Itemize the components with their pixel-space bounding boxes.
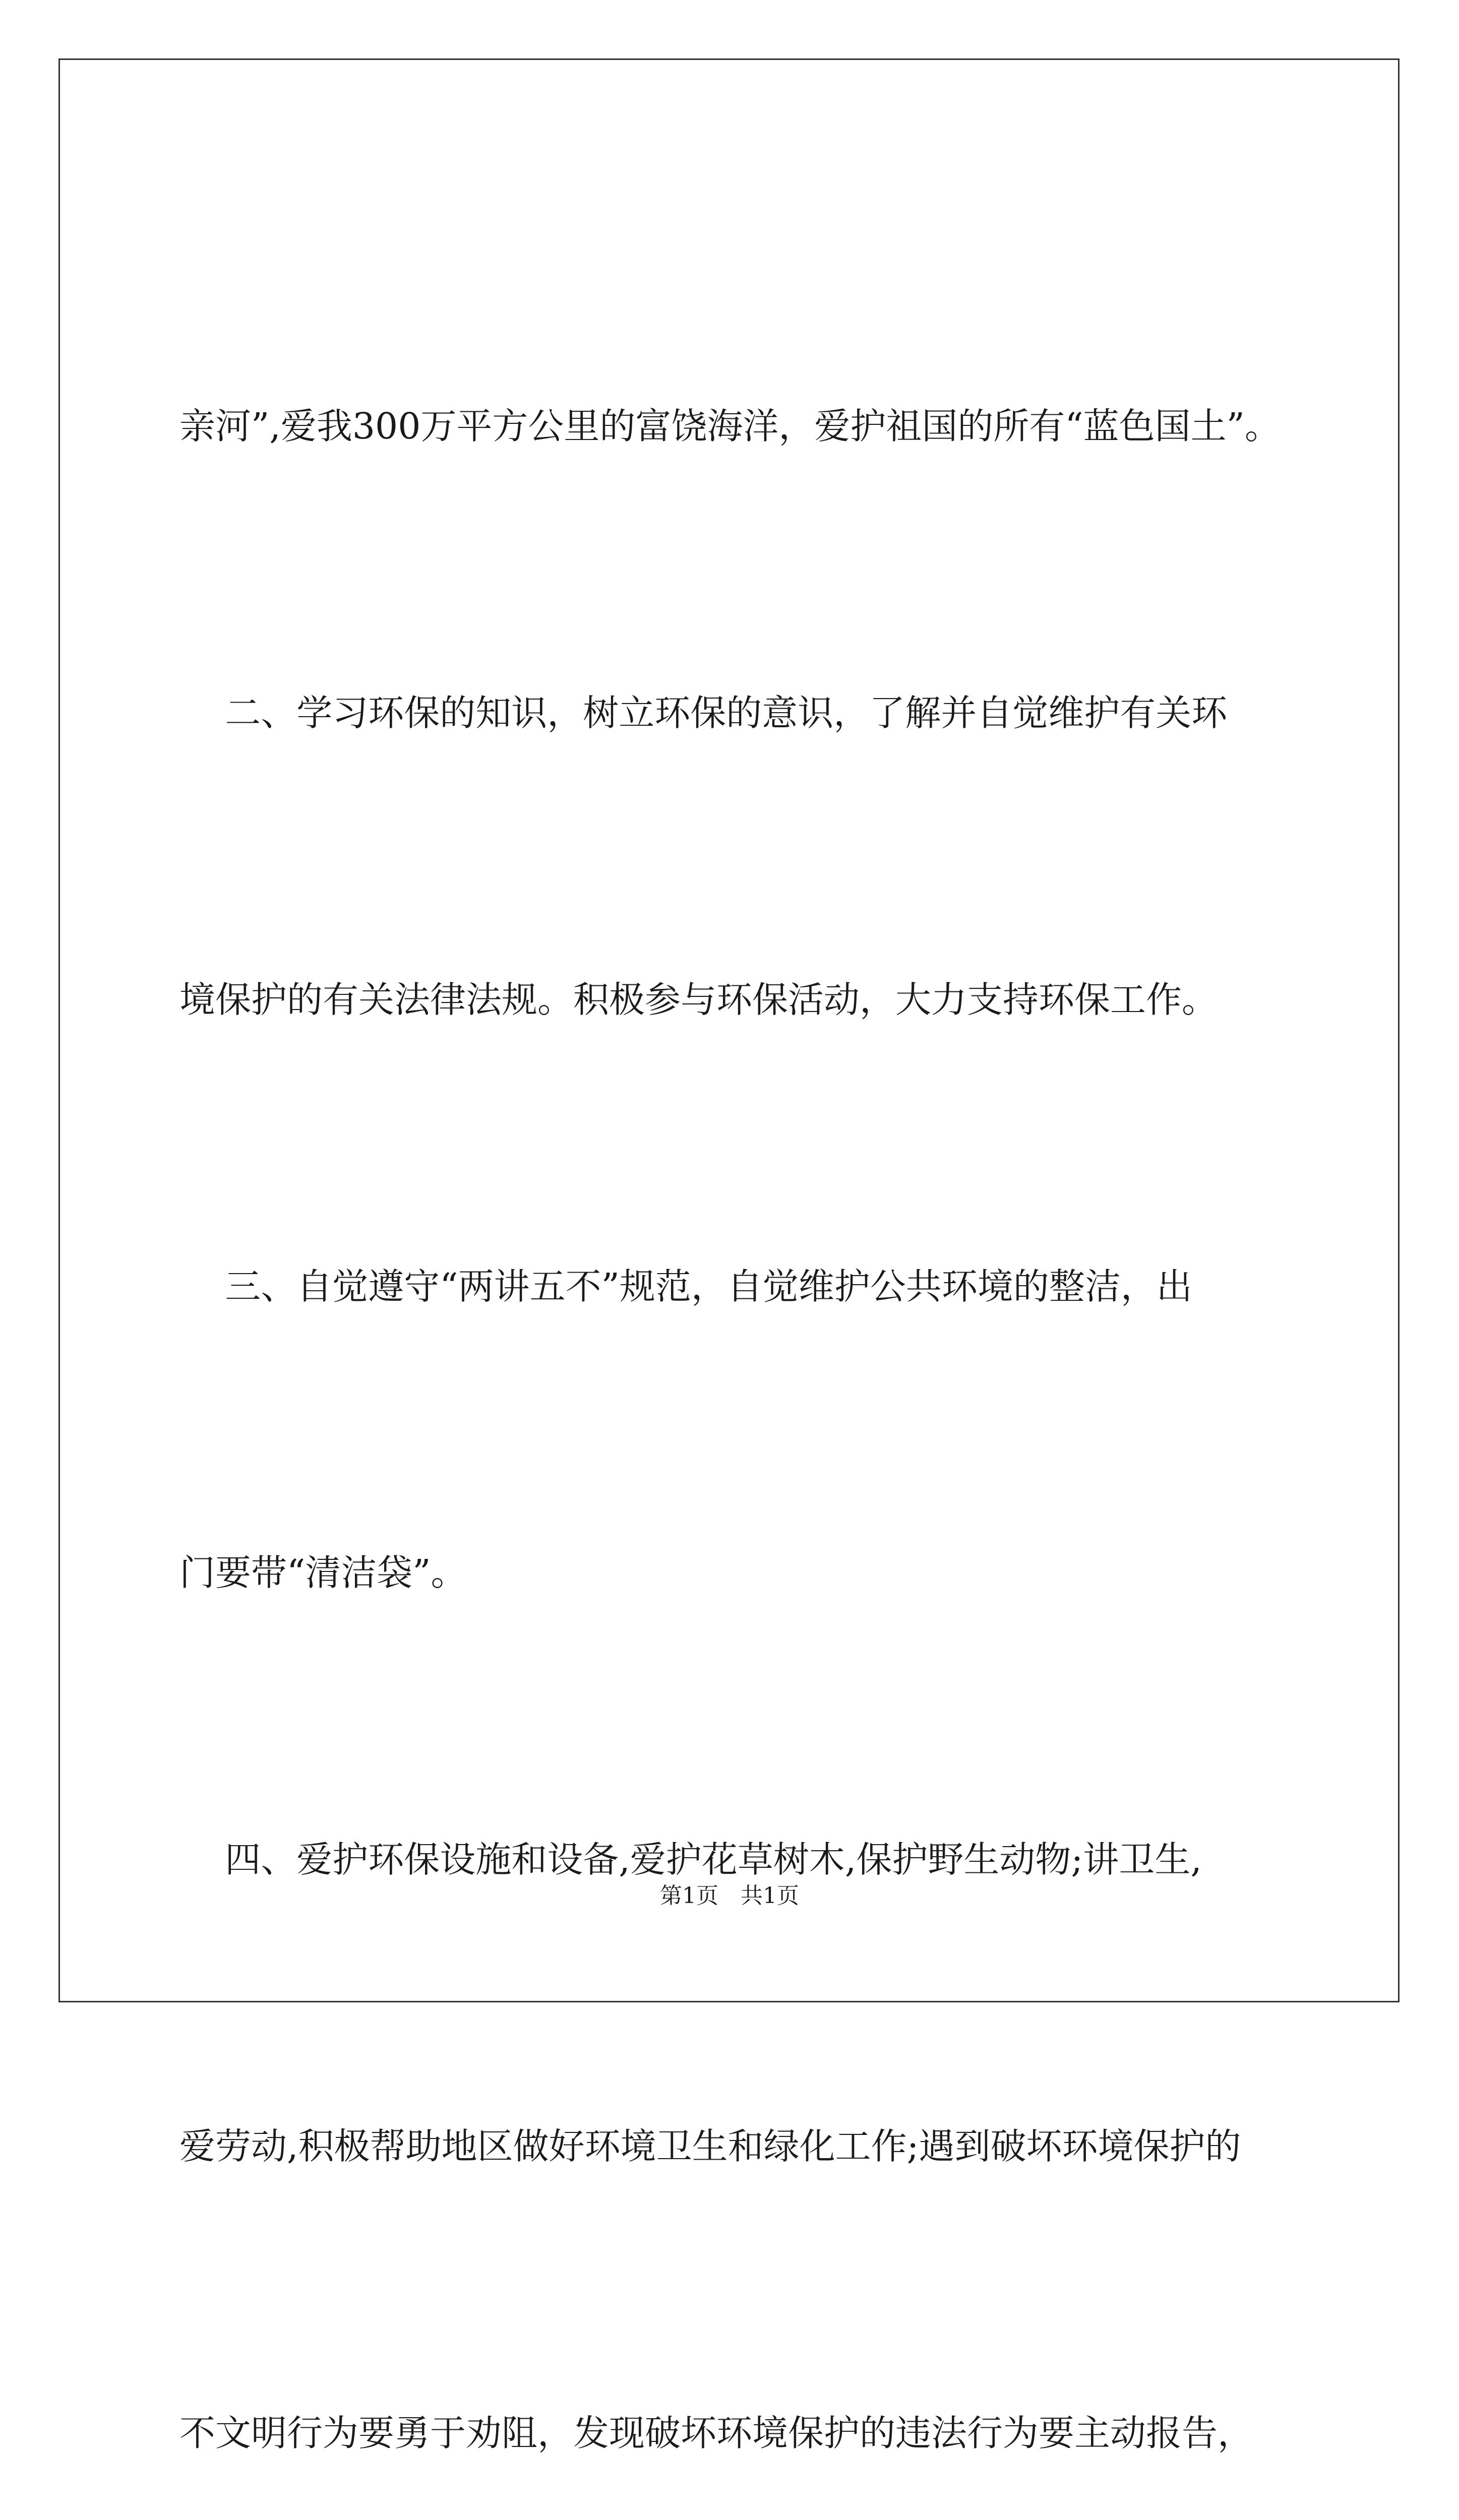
text-line: 不文明行为要勇于劝阻，发现破坏环境保护的违法行为要主动报告，: [179, 2412, 1254, 2454]
document-body: [179, 187, 1304, 2520]
page-number: 第1页: [660, 1883, 718, 1909]
text-line: 门要带“清洁袋”。: [179, 1552, 467, 1594]
text-line: 二、学习环保的知识，树立环保的意识，了解并自觉维护有关环: [179, 691, 1228, 734]
page-total: 共1页: [741, 1883, 799, 1909]
text-line: 境保护的有关法律法规。积极参与环保活动，大力支持环保工作。: [179, 978, 1218, 1021]
text-line: 爱劳动,积极帮助地区做好环境卫生和绿化工作;遇到破坏环境保护的: [179, 2125, 1241, 2167]
text-line: 三、自觉遵守“两讲五不”规范，自觉维护公共环境的整洁，出: [179, 1265, 1192, 1307]
page-footer: [0, 1881, 1459, 1911]
text-line: 四、爱护环保设施和设备,爱护花草树木,保护野生动物;讲卫生,: [179, 1839, 1202, 1881]
text-line: 亲河”,爱我300万平方公里的富饶海洋，爱护祖国的所有“蓝色国土”。: [179, 405, 1281, 448]
